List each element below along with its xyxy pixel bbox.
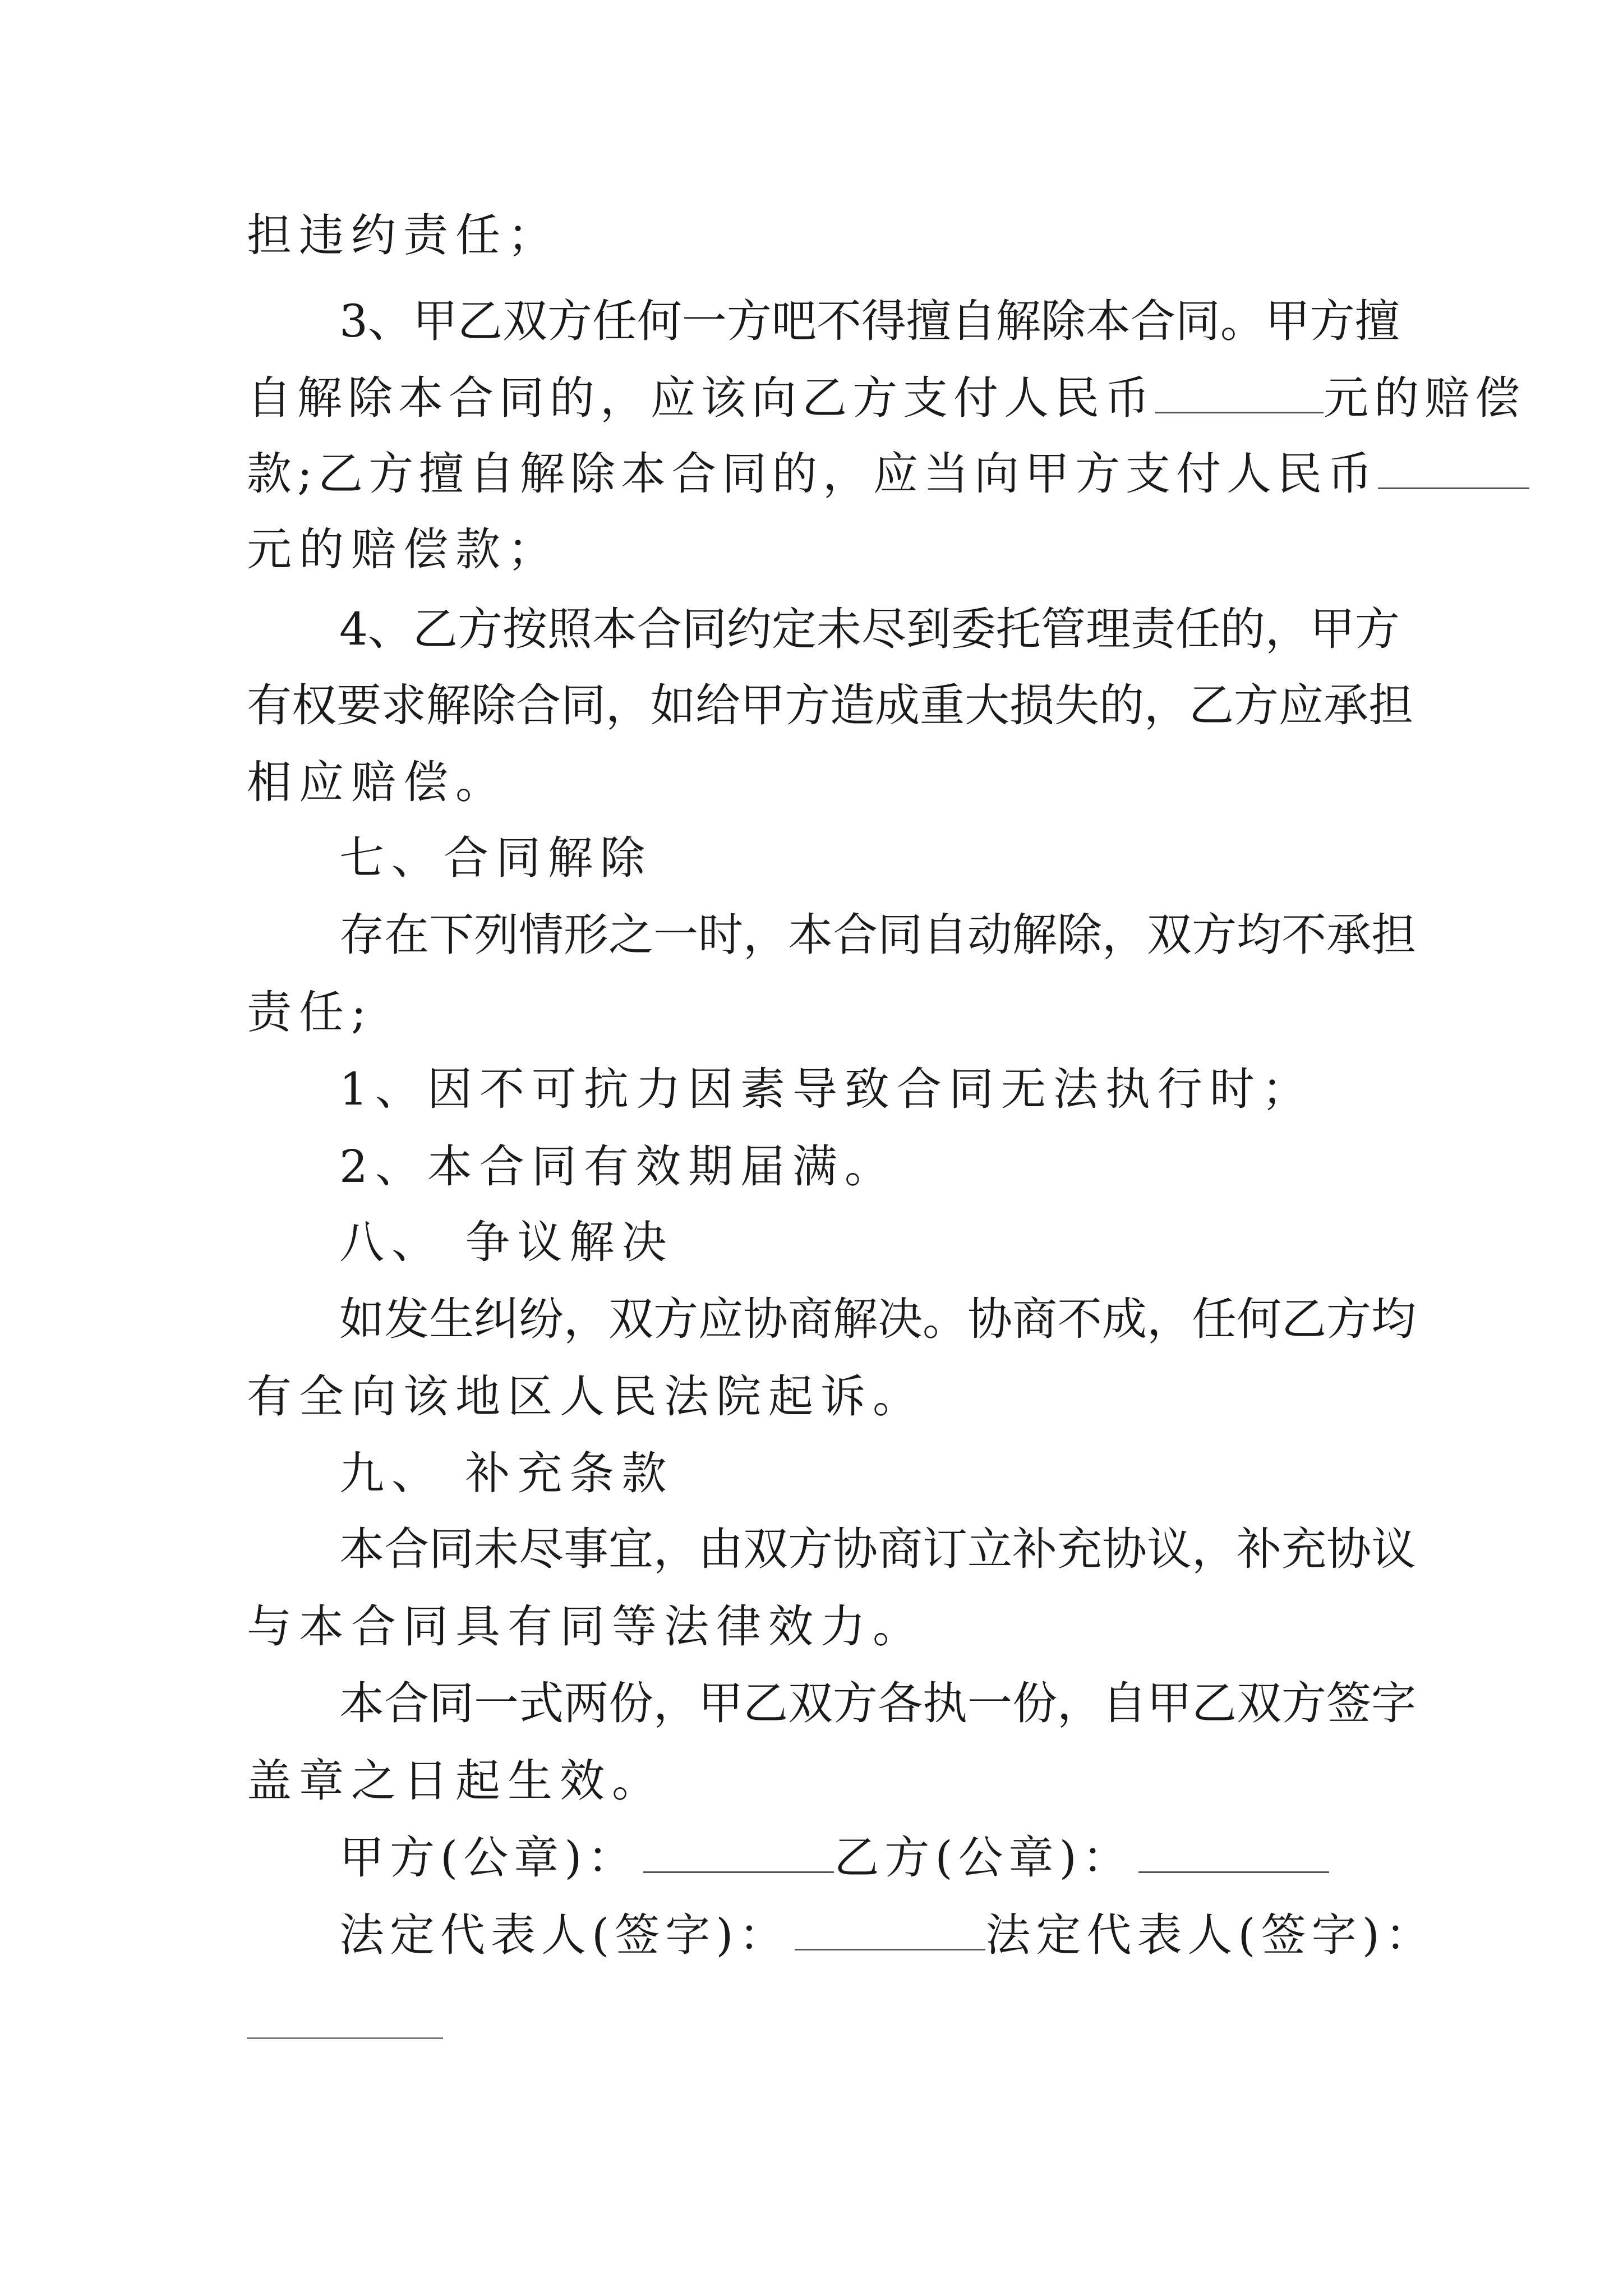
- section-heading: 七、合同解除: [339, 832, 652, 884]
- section-heading: 九、 补充条款: [339, 1447, 674, 1499]
- clause-text: 自解除本合同的，应该向乙方支付人民币: [247, 372, 1155, 424]
- paragraph-line: 有权要求解除合同，如给甲方造成重大损失的，乙方应承担: [247, 679, 1413, 731]
- clause-text: 款;乙方擅自解除本合同的，应当向甲方支付人民币: [247, 448, 1378, 500]
- signature-rep-row: [339, 1907, 1483, 1963]
- paragraph-line: 1、因不可抗力因素导致合同无法执行时；: [339, 1063, 1314, 1115]
- paragraph-line: 本合同一式两份，甲乙双方各执一份，自甲乙双方签字: [339, 1677, 1416, 1729]
- paragraph-line: 2、本合同有效期届满。: [339, 1140, 897, 1193]
- paragraph-line: 本合同未尽事宜，由双方协商订立补充协议，补充协议: [339, 1523, 1416, 1575]
- paragraph-line: 元的赔偿款；: [247, 523, 560, 576]
- party-b-rep-label: 法定代表人(签字)：: [985, 1909, 1436, 1961]
- paragraph-line: 如发生纠纷，双方应协商解决。协商不成，任何乙方均: [339, 1293, 1416, 1345]
- party-a-seal-label: 甲方(公章)：: [339, 1832, 638, 1884]
- paragraph-line: 与本合同具有同等法律效力。: [247, 1600, 925, 1653]
- party-a-rep-blank: [795, 1911, 985, 1950]
- signature-seal-row: [339, 1830, 1483, 1886]
- paragraph-line: [247, 446, 1391, 502]
- paragraph-line: 相应赔偿。: [247, 756, 508, 808]
- paragraph-line: 存在下列情形之一时，本合同自动解除，双方均不承担: [339, 909, 1416, 961]
- party-b-seal-label: 乙方(公章)：: [834, 1832, 1133, 1884]
- party-a-rep-label: 法定代表人(签字)：: [339, 1909, 790, 1961]
- clause-text: 元的赔偿: [1324, 372, 1525, 424]
- paragraph-line: 有全向该地区人民法院起诉。: [247, 1370, 925, 1423]
- signature-continuation-blank: [247, 2037, 443, 2039]
- paragraph-line: 盖章之日起生效。: [247, 1755, 664, 1807]
- amount-blank: [1155, 374, 1324, 413]
- party-a-seal-blank: [643, 1833, 834, 1873]
- paragraph-line: 3、甲乙双方任何一方吧不得擅自解除本合同。甲方擅: [339, 295, 1400, 347]
- section-heading: 八、 争议解决: [339, 1216, 674, 1268]
- paragraph-line: [247, 370, 1525, 426]
- amount-blank: [1378, 449, 1529, 489]
- paragraph-line: 责任;: [247, 986, 374, 1038]
- party-b-seal-blank: [1138, 1833, 1329, 1873]
- paragraph-line: 担违约责任；: [247, 209, 560, 261]
- paragraph-line: 4、乙方按照本合同约定未尽到委托管理责任的，甲方: [339, 603, 1400, 655]
